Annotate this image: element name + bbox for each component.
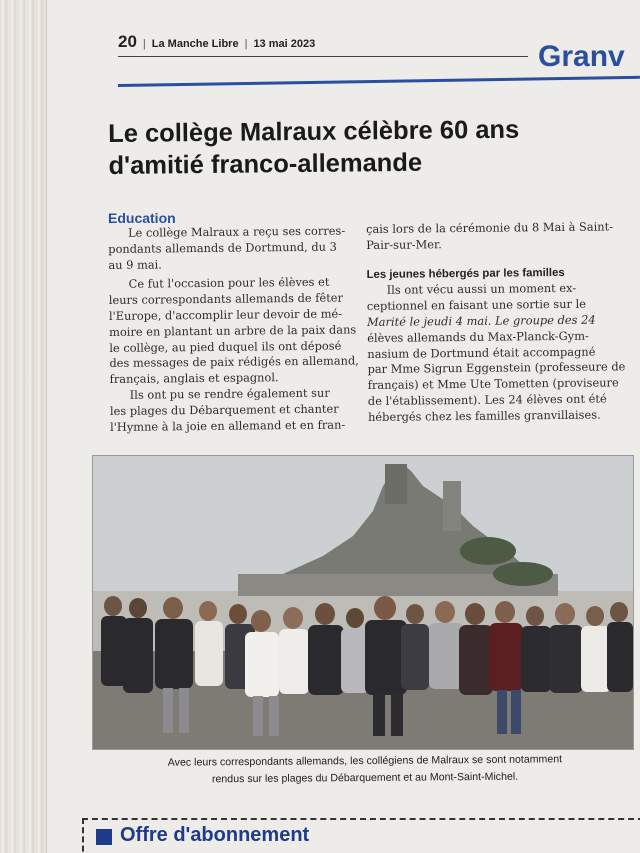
body-line: l'Europe, d'accomplir leur devoir de mé- bbox=[108, 306, 343, 323]
header-separator: | bbox=[244, 38, 248, 50]
section-rule bbox=[118, 76, 640, 87]
body-line: nasium de Dortmund était accompagné bbox=[367, 344, 596, 361]
body-line: le collège, au pied duquel ils ont déposé bbox=[109, 338, 342, 355]
body-line: Le collège Malraux a reçu ses corres- bbox=[127, 223, 346, 240]
body-line: français, anglais et espagnol. bbox=[109, 370, 279, 387]
headline-line: Le collège Malraux célèbre 60 ans bbox=[108, 115, 520, 148]
body-line: l'Hymne à la joie en allemand et en fran- bbox=[110, 417, 346, 434]
body-line: Marité le jeudi 4 mai. Le groupe des 24 bbox=[366, 312, 596, 329]
group-photo bbox=[92, 455, 634, 750]
issue-date: 13 mai 2023 bbox=[253, 38, 316, 50]
subscription-title: Offre d'abonnement bbox=[120, 824, 310, 846]
body-line: moire en plantant un arbre de la paix dans bbox=[109, 322, 357, 339]
body-line: de l'établissement). Les 24 élèves ont été bbox=[367, 391, 607, 408]
body-line: des messages de paix rédigés en allemand, bbox=[109, 353, 359, 371]
caption-line: rendus sur les plages du Débarquement et au Mont-Saint-Michel. bbox=[211, 770, 519, 786]
body-line: ceptionnel en faisant une sortie sur le bbox=[366, 296, 587, 314]
body-line: les plages du Débarquement et chanter bbox=[109, 401, 339, 418]
headline-line: d'amitié franco-allemande bbox=[108, 148, 423, 180]
body-line: élèves allemands du Max-Planck-Gym- bbox=[367, 328, 589, 345]
body-line: Ils ont pu se rendre également sur bbox=[129, 385, 330, 402]
body-line: Pair-sur-Mer. bbox=[366, 237, 442, 252]
page-number: 20 bbox=[118, 32, 137, 51]
body-line: pondants allemands de Dortmund, du 3 bbox=[108, 239, 337, 256]
article-column-2 bbox=[366, 219, 624, 425]
body-line: Ils ont vécu aussi un moment ex- bbox=[386, 281, 577, 298]
section-title: Granv bbox=[538, 40, 625, 73]
photo-caption bbox=[110, 751, 620, 789]
header-rule bbox=[118, 56, 528, 57]
article-column-1 bbox=[108, 223, 358, 435]
article-kicker: Education bbox=[108, 210, 176, 226]
body-line: au 9 mai. bbox=[108, 257, 162, 272]
article-subhead: Les jeunes hébergés par les familles bbox=[366, 266, 565, 281]
article-headline bbox=[108, 113, 629, 182]
body-line: leurs correspondants allemands de fêter bbox=[108, 290, 344, 308]
body-line: hébergés chez les familles granvillaises. bbox=[367, 407, 601, 424]
publication-name: La Manche Libre bbox=[151, 38, 239, 50]
body-line: çais lors de la cérémonie du 8 Mai à Saint- bbox=[366, 219, 614, 236]
header-separator: | bbox=[142, 38, 146, 50]
page-stack-edge bbox=[0, 0, 47, 853]
caption-line: Avec leurs correspondants allemands, les collégiens de Malraux se sont notamment bbox=[167, 753, 563, 769]
body-line: Ce fut l'occasion pour les élèves et bbox=[128, 275, 330, 292]
body-line: français) et Mme Ute Tometten (proviseure bbox=[367, 375, 619, 393]
body-line: par Mme Sigrun Eggenstein (professeure de bbox=[367, 359, 626, 377]
photo-illustration bbox=[93, 456, 633, 749]
bullet-square-icon bbox=[96, 829, 112, 845]
